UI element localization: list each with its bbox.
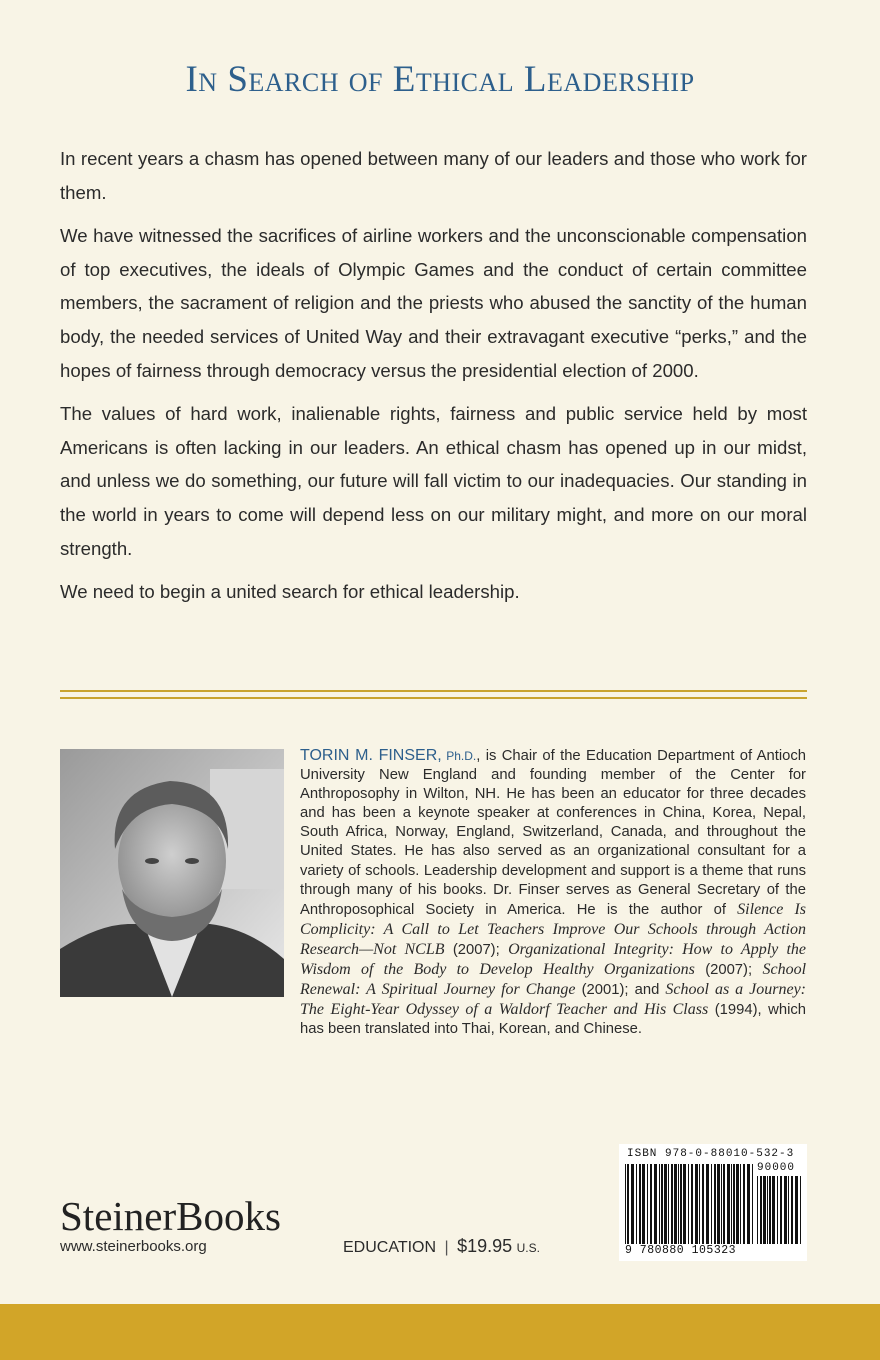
barcode-bar	[668, 1164, 669, 1244]
barcode-bar	[757, 1176, 758, 1244]
price-currency: U.S.	[516, 1241, 540, 1255]
barcode-bar	[769, 1176, 771, 1244]
barcode-bar	[795, 1176, 798, 1244]
barcode-bar	[639, 1164, 641, 1244]
barcode-bar	[760, 1176, 762, 1244]
barcode-bar	[683, 1164, 686, 1244]
barcode-bar	[731, 1164, 732, 1244]
barcode-bar	[664, 1164, 667, 1244]
barcode-bar	[695, 1164, 698, 1244]
publisher-logo: SteinerBooks	[60, 1193, 281, 1239]
barcode-bar	[717, 1164, 720, 1244]
barcode-bar	[659, 1164, 660, 1244]
barcode-bar	[714, 1164, 716, 1244]
barcode-bar	[642, 1164, 645, 1244]
barcode-bar	[631, 1164, 634, 1244]
author-bio	[300, 746, 806, 1039]
ean-barcode-icon	[625, 1164, 753, 1244]
barcode-bar	[671, 1164, 673, 1244]
isbn-barcode	[619, 1144, 807, 1261]
book-title: In Search of Ethical Leadership	[185, 59, 695, 100]
back-cover-blurb	[60, 142, 807, 619]
barcode-bar	[772, 1176, 775, 1244]
barcode-bar	[733, 1164, 735, 1244]
barcode-bar	[650, 1164, 652, 1244]
barcode-bar	[740, 1164, 741, 1244]
barcode-bar	[691, 1164, 693, 1244]
barcode-bar	[680, 1164, 682, 1244]
barcode-bar	[727, 1164, 730, 1244]
barcode-bar	[723, 1164, 725, 1244]
bio-text: (2007);	[444, 941, 509, 958]
barcode-bar	[654, 1164, 657, 1244]
barcode-bar	[702, 1164, 704, 1244]
author-portrait-icon	[60, 749, 284, 997]
barcode-bar	[699, 1164, 700, 1244]
category-label: EDUCATION	[343, 1239, 437, 1256]
divider-rule-top	[60, 690, 807, 692]
barcode-bar	[627, 1164, 629, 1244]
isbn-number: ISBN 978-0-88010-532-3	[627, 1148, 795, 1160]
author-photo	[60, 749, 284, 997]
barcode-bar	[800, 1176, 801, 1244]
blurb-paragraph: We have witnessed the sacrifices of airline workers and the unconscionable compensation of top executives, the ideals of Olympic Games and the conduct of certain committee members, the sacrament of religion and the priests who abused the sanctity of the human body, the needed services of United Way and their extravagant executive “perks,” and the hopes of fairness through democracy versus the presidential election of 2000.	[60, 225, 807, 381]
barcode-bar	[661, 1164, 663, 1244]
barcode-bar	[791, 1176, 793, 1244]
author-degree: Ph.D.	[441, 749, 477, 763]
category-price	[343, 1236, 540, 1257]
barcode-bar	[736, 1164, 739, 1244]
barcode-bar	[763, 1176, 766, 1244]
price-amount: $19.95	[457, 1236, 513, 1256]
barcode-bar	[752, 1164, 753, 1244]
book-title-4: School as a Journey: The Eight-Year Odyssey of a Waldorf Teacher and His Class	[300, 981, 806, 1019]
price-separator: |	[444, 1239, 449, 1256]
barcode-bar	[688, 1164, 689, 1244]
barcode-bar	[711, 1164, 712, 1244]
barcode-bar	[647, 1164, 648, 1244]
barcode-bar	[625, 1164, 626, 1244]
bio-text: (2001); and	[575, 982, 666, 999]
barcode-bar	[674, 1164, 677, 1244]
barcode-bar	[706, 1164, 709, 1244]
barcode-bar	[780, 1176, 782, 1244]
blurb-paragraph: The values of hard work, inalienable rights, fairness and public service held by most Americans is often lacking in our leaders. An ethical chasm has opened up in our midst, and unless we do something, our future will fall victim to our inadequacies. Our standing in the world in years to come will depend less on our military might, and more on our moral strength.	[60, 403, 807, 559]
bio-text: , is Chair of the Education Department of Antioch University New England and founding member of the Center for Anthroposophy in Wilton, NH. He has been an educator for three decades and has been a keynote speaker at conferences in China, Korea, Nepal, South Africa, Norway, England, Switzerland, Canada, and throughout the United States. He has also served as an organizational consultant for a variety of schools. Leadership development and support is a theme that runs through many of his books. Dr. Finser serves as General Secretary of the Anthroposophical Society in America. He is the author of	[300, 748, 806, 918]
bio-text: (1994), which has been translated into Thai, Korean, and Chinese.	[300, 1002, 806, 1038]
bio-text: (2007);	[694, 962, 763, 979]
blurb-paragraph: In recent years a chasm has opened between many of our leaders and those who work for them.	[60, 148, 807, 203]
barcode-bar	[636, 1164, 637, 1244]
barcode-bar	[678, 1164, 679, 1244]
barcode-digits: 9 780880 105323	[625, 1244, 737, 1257]
footer-gold-band	[0, 1304, 880, 1360]
barcode-bar	[721, 1164, 722, 1244]
divider-rule-bottom	[60, 697, 807, 699]
blurb-paragraph: We need to begin a united search for ethical leadership.	[60, 581, 520, 603]
author-name: TORIN M. FINSER,	[300, 747, 442, 764]
barcode-bar	[788, 1176, 789, 1244]
barcode-bar	[777, 1176, 778, 1244]
addon-barcode-icon	[757, 1176, 803, 1244]
publisher-website[interactable]: www.steinerbooks.org	[60, 1238, 207, 1255]
barcode-bar	[747, 1164, 750, 1244]
barcode-bar	[743, 1164, 745, 1244]
book-title-3: School Renewal: A Spiritual Journey for Change	[300, 961, 807, 999]
barcode-bar	[767, 1176, 768, 1244]
book-title-1: Silence Is Complicity: A Call to Let Teachers Improve Our Schools through Action Research—Not NCLB	[300, 900, 807, 958]
barcode-price-code: 90000	[757, 1162, 796, 1174]
book-title-2: Organizational Integrity: How to Apply the Wisdom of the Body to Develop Healthy Organizations	[300, 940, 807, 979]
barcode-bar	[784, 1176, 787, 1244]
